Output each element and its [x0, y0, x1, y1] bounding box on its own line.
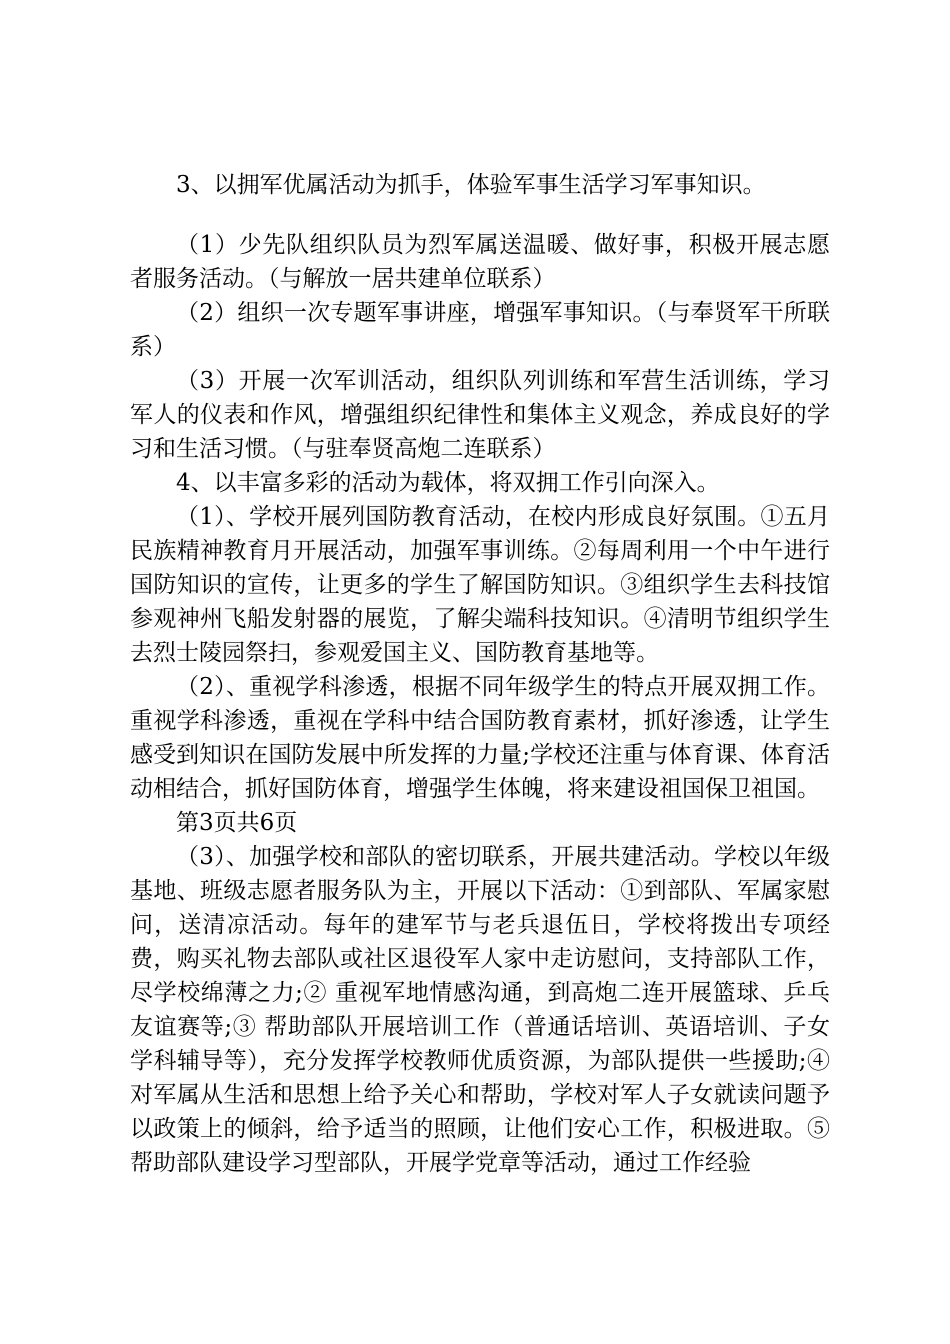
- paragraph-3-1: （1）少先队组织队员为烈军属送温暖、做好事，积极开展志愿者服务活动。（与解放一居共建单位联系）: [130, 232, 830, 292]
- paragraph-3-2: （2）组织一次专题军事讲座，增强军事知识。（与奉贤军干所联系）: [130, 300, 830, 360]
- document-body: [130, 168, 830, 1180]
- paragraph-4-2: （2）、重视学科渗透，根据不同年级学生的特点开展双拥工作。重视学科渗透，重视在学科中结合国防教育素材，抓好渗透，让学生感受到知识在国防发展中所发挥的力量;学校还注重与体育课、体育活动相结合，抓好国防体育，增强学生体魄，将来建设祖国保卫祖国。: [130, 674, 830, 802]
- paragraph-4-3: （3）、加强学校和部队的密切联系，开展共建活动。学校以年级基地、班级志愿者服务队为主，开展以下活动：①到部队、军属家慰问，送清凉活动。每年的建军节与老兵退伍日，学校将拨出专项经费，购买礼物去部队或社区退役军人家中走访慰问，支持部队工作，尽学校绵薄之力;② 重视军地情感沟通，到高炮二连开展篮球、乒乓友谊赛等;③ 帮助部队开展培训工作（普通话培训、英语培训、子女学科辅导等），充分发挥学校教师优质资源，为部队提供一些援助;④ 对军属从生活和思想上给予关心和帮助，学校对军人子女就读问题予以政策上的倾斜，给予适当的照顾，让他们安心工作，积极进取。⑤帮助部队建设学习型部队，开展学党章等活动，通过工作经验: [130, 844, 830, 1176]
- page-number-footer: 第3页共6页: [176, 810, 298, 836]
- paragraph-4-1: （1）、学校开展列国防教育活动，在校内形成良好氛围。①五月民族精神教育月开展活动，加强军事训练。②每周利用一个中午进行国防知识的宣传，让更多的学生了解国防知识。③组织学生去科技馆参观神州飞船发射器的展览，了解尖端科技知识。④清明节组织学生去烈士陵园祭扫，参观爱国主义、国防教育基地等。: [130, 504, 830, 666]
- section-heading-3: 3、以拥军优属活动为抓手，体验军事生活学习军事知识。: [176, 172, 766, 198]
- paragraph-3-3: （3）开展一次军训活动，组织队列训练和军营生活训练，学习军人的仪表和作风，增强组织纪律性和集体主义观念，养成良好的学习和生活习惯。（与驻奉贤高炮二连联系）: [130, 368, 830, 462]
- section-heading-4: 4、以丰富多彩的活动为载体，将双拥工作引向深入。: [176, 470, 720, 496]
